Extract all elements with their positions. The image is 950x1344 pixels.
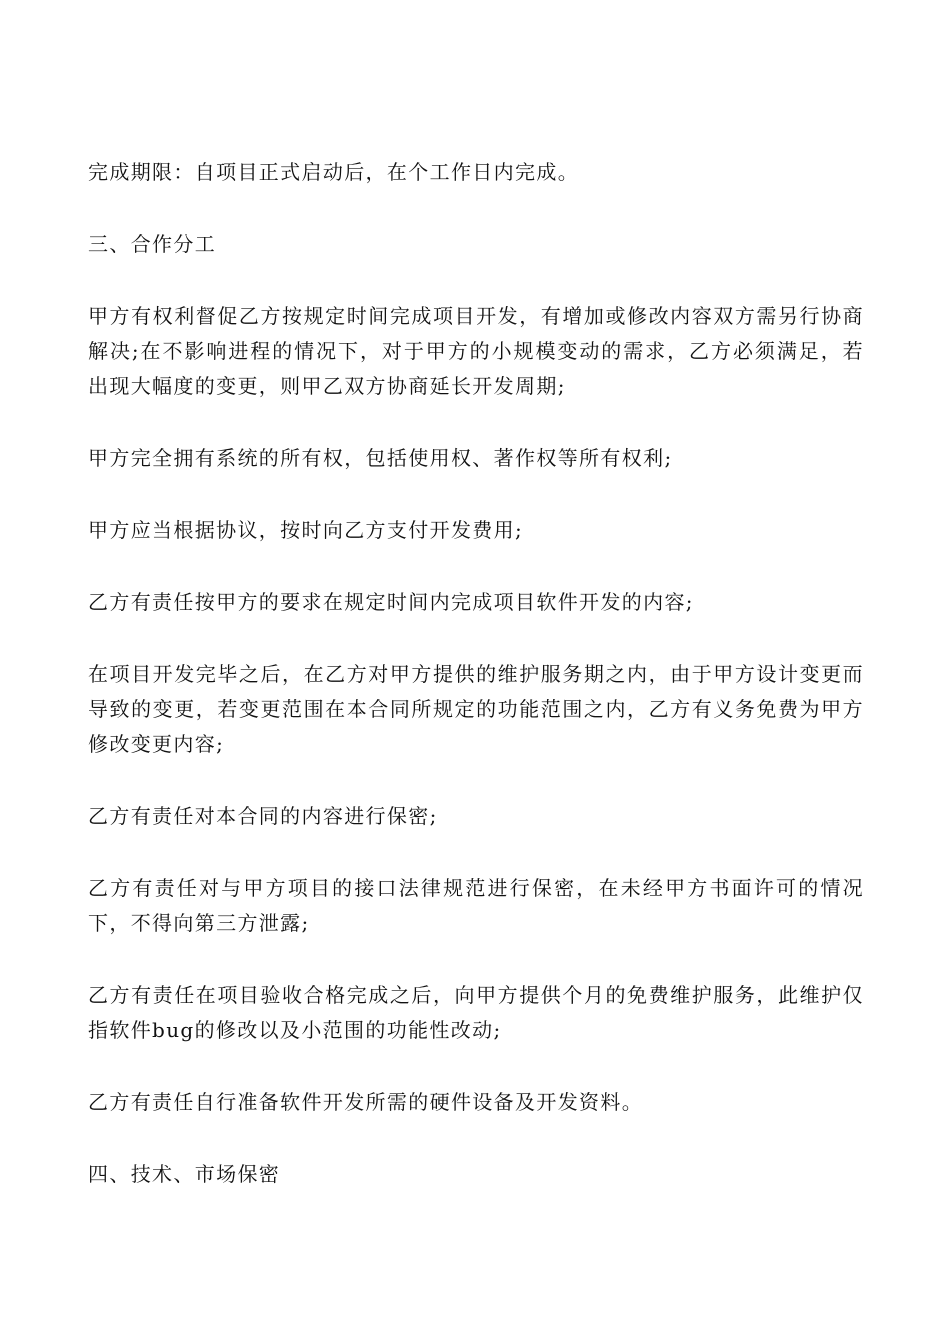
- clause-party-b-hardware: 乙方有责任自行准备软件开发所需的硬件设备及开发资料。: [88, 1090, 644, 1114]
- clause-party-a-payment: 甲方应当根据协议，按时向乙方支付开发费用;: [88, 518, 524, 542]
- clause-party-b-confidentiality: 乙方有责任对本合同的内容进行保密;: [88, 804, 438, 828]
- section-heading-confidentiality: 四、技术、市场保密: [88, 1162, 281, 1186]
- clause-party-a-ownership: 甲方完全拥有系统的所有权，包括使用权、著作权等所有权利;: [88, 446, 673, 470]
- clause-party-b-free-changes: 在项目开发完毕之后，在乙方对甲方提供的维护服务期之内，由于甲方设计变更而导致的变更，若变更范围在本合同所规定的功能范围之内，乙方有义务免费为甲方修改变更内容;: [88, 662, 864, 756]
- clause-party-b-interface-secrecy: 乙方有责任对与甲方项目的接口法律规范进行保密，在未经甲方书面许可的情况下，不得向第三方泄露;: [88, 876, 864, 935]
- completion-deadline-paragraph: 完成期限：自项目正式启动后，在个工作日内完成。: [88, 160, 580, 184]
- clause-party-b-development: 乙方有责任按甲方的要求在规定时间内完成项目软件开发的内容;: [88, 590, 694, 614]
- document-page: [88, 155, 864, 1229]
- clause-party-a-supervision: 甲方有权利督促乙方按规定时间完成项目开发，有增加或修改内容双方需另行协商解决;在不影响进程的情况下，对于甲方的小规模变动的需求，乙方必须满足，若出现大幅度的变更，则甲乙双方协商延长开发周期;: [88, 304, 864, 398]
- clause-party-b-maintenance: 乙方有责任在项目验收合格完成之后，向甲方提供个月的免费维护服务，此维护仅指软件bug的修改以及小范围的功能性改动;: [88, 983, 864, 1042]
- section-heading-cooperation: 三、合作分工: [88, 232, 217, 256]
